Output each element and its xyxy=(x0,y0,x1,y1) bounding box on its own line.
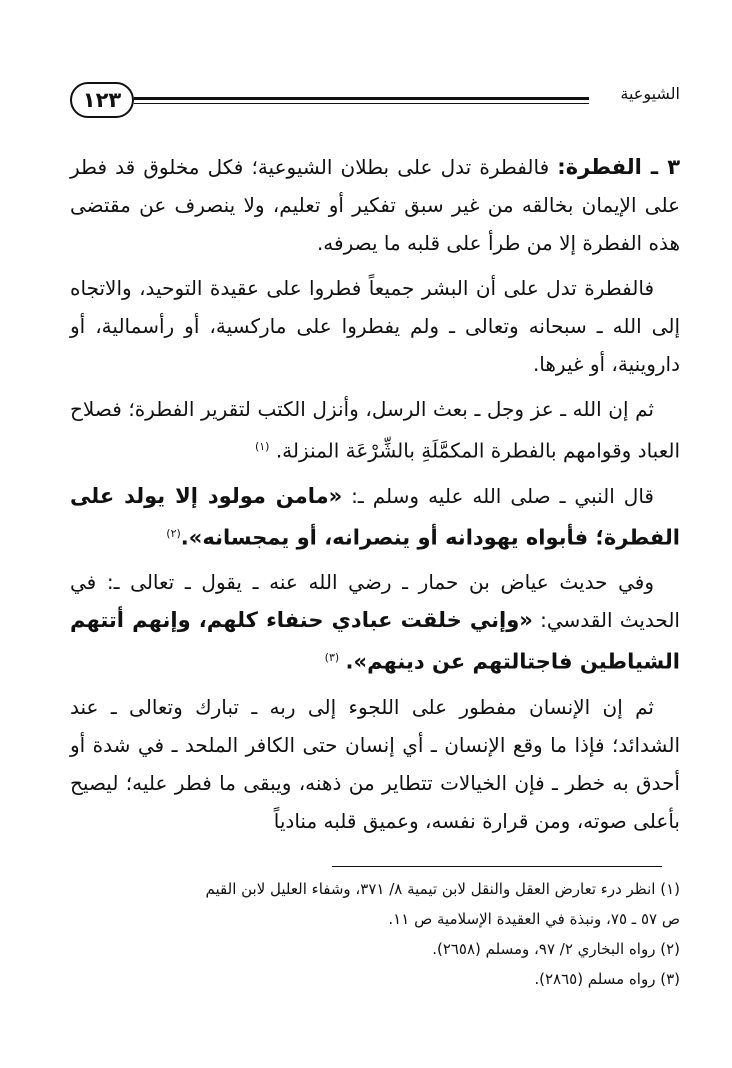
footnote-1-line-1: (١) انظر درء تعارض العقل والنقل لابن تيمية ٨/ ٣٧١، وشفاء العليل لابن القيم xyxy=(205,880,680,898)
paragraph-1-text: فالفطرة تدل على بطلان الشيوعية؛ فكل مخلوق قد فطر على الإيمان بخالقه من غير سبق تفكير أو تعليم، ولا ينصرف عن مقتضى هذه الفطرة إلا من طرأ على قلبه ما يصرفه. xyxy=(70,155,680,255)
paragraph-6: ثم إن الإنسان مفطور على اللجوء إلى ربه ـ تبارك وتعالى ـ عند الشدائد؛ فإذا ما وقع الإنسان ـ أي إنسان حتى الكافر الملحد ـ في شدة أو أحدق به خطر ـ فإن الخيالات تتطاير من ذهنه، ويبقى ما فطر عليه؛ ليصيح بأعلى صوته، ومن قرارة نفسه، وعميق قلبه منادياً xyxy=(70,694,680,833)
footnote-1-line-2: ص ٥٧ ـ ٧٥، ونبذة في العقيدة الإسلامية ص ١١. xyxy=(388,910,680,928)
footnotes xyxy=(70,874,680,994)
paragraph-5-intro: وفي حديث عياض بن حمار ـ رضي الله عنه ـ يقول ـ تعالى ـ: في الحديث القدسي: xyxy=(70,570,680,633)
footnote-separator xyxy=(332,866,662,867)
footnote-ref-2[interactable]: (٢) xyxy=(166,526,181,540)
paragraph-2: فالفطرة تدل على أن البشر جميعاً فطروا على عقيدة التوحيد، والاتجاه إلى الله ـ سبحانه وتعالى ـ ولم يفطروا على ماركسية، أو رأسمالية، أو داروينية، أو غيرها. xyxy=(70,276,680,376)
paragraph-1 xyxy=(70,148,680,262)
page-header xyxy=(70,82,680,122)
page-number: ١٢٣ xyxy=(70,82,134,118)
footnote-ref-3[interactable]: (٣) xyxy=(324,651,340,665)
footnote-1 xyxy=(70,874,680,934)
paragraph-3-text: ثم إن الله ـ عز وجل ـ بعث الرسل، وأنزل الكتب لتقرير الفطرة؛ فصلاح العباد وقوامهم بالفطرة المكمَّلَةِ بالشِّرْعَة المنزلة. xyxy=(70,397,680,463)
footnote-3: (٣) رواه مسلم (٢٨٦٥). xyxy=(534,970,680,988)
running-title: الشيوعية xyxy=(620,84,680,103)
paragraph-5 xyxy=(70,563,680,681)
hadith-quote-2: «وإني خلقت عبادي حنفاء كلهم، وإنهم أتتهم الشياطين فاجتالتهم عن دينهم». xyxy=(70,608,680,674)
paragraph-4 xyxy=(70,477,680,557)
paragraph-3 xyxy=(70,390,680,470)
main-text xyxy=(70,148,680,847)
header-rule-thin xyxy=(134,103,589,104)
header-rule xyxy=(134,97,589,100)
footnote-ref-1[interactable]: (١) xyxy=(254,440,270,453)
paragraph-4-intro: قال النبي ـ صلى الله عليه وسلم ـ: xyxy=(342,483,654,508)
hadith-quote-1: «مامن مولود إلا يولد على الفطرة؛ فأبواه يهودانه أو ينصرانه، أو يمجسانه». xyxy=(70,483,680,550)
footnote-2: (٢) رواه البخاري ٢/ ٩٧، ومسلم (٢٦٥٨). xyxy=(432,940,680,958)
section-heading: ٣ ـ الفطرة: xyxy=(557,155,681,179)
